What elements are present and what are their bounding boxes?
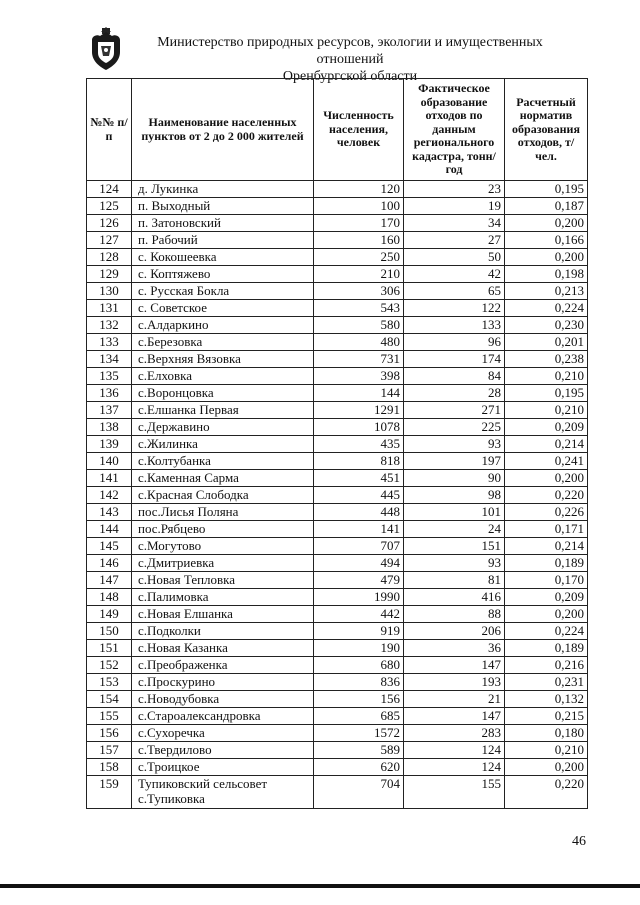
settlement-name-cell: д. Лукинка [132,181,314,198]
actual-waste-cell: 36 [404,640,505,657]
population-cell: 707 [314,538,404,555]
waste-norm-cell: 0,171 [505,521,588,538]
settlement-name-cell: с.Староалександровка [132,708,314,725]
table-row [87,419,588,436]
actual-waste-cell: 98 [404,487,505,504]
table-row [87,453,588,470]
actual-waste-cell: 81 [404,572,505,589]
settlement-name-cell: с.Троицкое [132,759,314,776]
population-cell: 160 [314,232,404,249]
settlement-name-cell: Тупиковский сельсовет с.Тупиковка [132,776,314,809]
settlement-name-cell: п. Затоновский [132,215,314,232]
table-row [87,657,588,674]
settlement-name-cell: с.Дмитриевка [132,555,314,572]
actual-waste-cell: 283 [404,725,505,742]
waste-norm-cell: 0,200 [505,215,588,232]
bottom-divider [0,884,640,888]
actual-waste-cell: 206 [404,623,505,640]
settlement-name-cell: с.Елшанка Первая [132,402,314,419]
actual-waste-cell: 50 [404,249,505,266]
waste-norm-cell: 0,214 [505,436,588,453]
col-header-number: №№ п/п [87,79,132,181]
table-row [87,725,588,742]
waste-norm-cell: 0,170 [505,572,588,589]
waste-norm-cell: 0,210 [505,368,588,385]
population-cell: 170 [314,215,404,232]
waste-norm-cell: 0,200 [505,759,588,776]
table-row [87,691,588,708]
row-number-cell: 146 [87,555,132,572]
waste-norm-cell: 0,215 [505,708,588,725]
population-cell: 398 [314,368,404,385]
col-header-name: Наименование населенных пунктов от 2 до 2 000 жителей [132,79,314,181]
coat-of-arms-icon [88,26,124,72]
waste-norm-cell: 0,200 [505,249,588,266]
settlement-name-cell: с.Красная Слободка [132,487,314,504]
settlement-name-cell: с.Палимовка [132,589,314,606]
settlement-name-cell: с.Березовка [132,334,314,351]
population-cell: 156 [314,691,404,708]
waste-norm-cell: 0,195 [505,385,588,402]
waste-norm-cell: 0,231 [505,674,588,691]
settlement-name-cell: с.Колтубанка [132,453,314,470]
row-number-cell: 157 [87,742,132,759]
table-row [87,589,588,606]
table-row [87,215,588,232]
table-row [87,436,588,453]
row-number-cell: 151 [87,640,132,657]
waste-norm-cell: 0,200 [505,606,588,623]
row-number-cell: 150 [87,623,132,640]
table-row [87,674,588,691]
population-cell: 685 [314,708,404,725]
population-cell: 100 [314,198,404,215]
population-cell: 836 [314,674,404,691]
settlement-name-cell: с.Новая Тепловка [132,572,314,589]
actual-waste-cell: 90 [404,470,505,487]
row-number-cell: 158 [87,759,132,776]
population-cell: 306 [314,283,404,300]
settlement-name-cell: с.Сухоречка [132,725,314,742]
settlement-name-cell: пос.Лисья Поляна [132,504,314,521]
population-cell: 250 [314,249,404,266]
ministry-name: Министерство природных ресурсов, экологии и имущественных отношений [157,35,543,67]
row-number-cell: 138 [87,419,132,436]
waste-norms-table [86,78,588,809]
table-row [87,351,588,368]
waste-norm-cell: 0,198 [505,266,588,283]
table-row [87,504,588,521]
actual-waste-cell: 225 [404,419,505,436]
table-row [87,470,588,487]
row-number-cell: 130 [87,283,132,300]
row-number-cell: 144 [87,521,132,538]
actual-waste-cell: 21 [404,691,505,708]
population-cell: 543 [314,300,404,317]
actual-waste-cell: 93 [404,555,505,572]
actual-waste-cell: 416 [404,589,505,606]
table-row [87,385,588,402]
table-row [87,572,588,589]
population-cell: 818 [314,453,404,470]
table-row [87,776,588,809]
col-header-norm: Расчетный норматив образования отходов, т/чел. [505,79,588,181]
settlement-name-cell: с. Русская Бокла [132,283,314,300]
actual-waste-cell: 23 [404,181,505,198]
col-header-actual-waste: Фактическое образование отходов по данным регионального кадастра, тонн/год [404,79,505,181]
actual-waste-cell: 151 [404,538,505,555]
row-number-cell: 159 [87,776,132,809]
settlement-name-cell: с.Воронцовка [132,385,314,402]
table-row [87,555,588,572]
waste-norm-cell: 0,209 [505,589,588,606]
population-cell: 704 [314,776,404,809]
settlement-name-cell: с. Советское [132,300,314,317]
row-number-cell: 129 [87,266,132,283]
population-cell: 919 [314,623,404,640]
actual-waste-cell: 96 [404,334,505,351]
table-row [87,317,588,334]
waste-norm-cell: 0,220 [505,487,588,504]
actual-waste-cell: 28 [404,385,505,402]
waste-norm-cell: 0,238 [505,351,588,368]
settlement-name-cell: с.Могутово [132,538,314,555]
row-number-cell: 148 [87,589,132,606]
col-header-population: Численность населения, человек [314,79,404,181]
row-number-cell: 139 [87,436,132,453]
actual-waste-cell: 101 [404,504,505,521]
row-number-cell: 124 [87,181,132,198]
population-cell: 731 [314,351,404,368]
actual-waste-cell: 34 [404,215,505,232]
actual-waste-cell: 84 [404,368,505,385]
table-body [87,181,588,809]
waste-norm-cell: 0,132 [505,691,588,708]
actual-waste-cell: 155 [404,776,505,809]
table-row [87,538,588,555]
table-row [87,742,588,759]
table-row [87,402,588,419]
settlement-name-cell: п. Рабочий [132,232,314,249]
settlement-name-cell: с.Елховка [132,368,314,385]
row-number-cell: 128 [87,249,132,266]
waste-norm-cell: 0,189 [505,555,588,572]
population-cell: 141 [314,521,404,538]
waste-norm-cell: 0,220 [505,776,588,809]
row-number-cell: 127 [87,232,132,249]
row-number-cell: 142 [87,487,132,504]
actual-waste-cell: 19 [404,198,505,215]
settlement-name-cell: п. Выходный [132,198,314,215]
table-row [87,606,588,623]
population-cell: 494 [314,555,404,572]
row-number-cell: 153 [87,674,132,691]
settlement-name-cell: с. Кокошеевка [132,249,314,266]
row-number-cell: 137 [87,402,132,419]
population-cell: 190 [314,640,404,657]
table-row [87,283,588,300]
waste-norm-cell: 0,210 [505,742,588,759]
waste-norm-cell: 0,189 [505,640,588,657]
population-cell: 589 [314,742,404,759]
row-number-cell: 132 [87,317,132,334]
row-number-cell: 143 [87,504,132,521]
actual-waste-cell: 147 [404,657,505,674]
page-number: 46 [572,834,586,849]
table-row [87,334,588,351]
row-number-cell: 145 [87,538,132,555]
settlement-name-cell: с.Верхняя Вязовка [132,351,314,368]
waste-norm-cell: 0,201 [505,334,588,351]
table-row [87,249,588,266]
population-cell: 580 [314,317,404,334]
actual-waste-cell: 65 [404,283,505,300]
region-name: Оренбургской области [282,69,418,84]
row-number-cell: 140 [87,453,132,470]
row-number-cell: 156 [87,725,132,742]
actual-waste-cell: 93 [404,436,505,453]
table-row [87,521,588,538]
table-row [87,759,588,776]
actual-waste-cell: 24 [404,521,505,538]
row-number-cell: 147 [87,572,132,589]
waste-norm-cell: 0,224 [505,300,588,317]
population-cell: 210 [314,266,404,283]
population-cell: 680 [314,657,404,674]
actual-waste-cell: 42 [404,266,505,283]
table-row [87,198,588,215]
population-cell: 435 [314,436,404,453]
row-number-cell: 152 [87,657,132,674]
row-number-cell: 149 [87,606,132,623]
population-cell: 120 [314,181,404,198]
settlement-name-cell: с.Жилинка [132,436,314,453]
population-cell: 445 [314,487,404,504]
settlement-name-cell: с.Державино [132,419,314,436]
settlement-name-cell: с.Алдаркино [132,317,314,334]
settlement-name-cell: с.Проскурино [132,674,314,691]
table-row [87,708,588,725]
actual-waste-cell: 197 [404,453,505,470]
actual-waste-cell: 88 [404,606,505,623]
waste-norm-cell: 0,241 [505,453,588,470]
row-number-cell: 136 [87,385,132,402]
table-row [87,623,588,640]
population-cell: 1572 [314,725,404,742]
table-row [87,640,588,657]
row-number-cell: 141 [87,470,132,487]
waste-norm-cell: 0,195 [505,181,588,198]
table-row [87,300,588,317]
population-cell: 1078 [314,419,404,436]
table-row [87,368,588,385]
settlement-name-cell: с.Новодубовка [132,691,314,708]
population-cell: 479 [314,572,404,589]
actual-waste-cell: 133 [404,317,505,334]
row-number-cell: 133 [87,334,132,351]
row-number-cell: 125 [87,198,132,215]
waste-norm-cell: 0,180 [505,725,588,742]
population-cell: 448 [314,504,404,521]
waste-norm-cell: 0,187 [505,198,588,215]
settlement-name-cell: пос.Рябцево [132,521,314,538]
settlement-name-cell: с.Подколки [132,623,314,640]
settlement-name-cell: с. Коптяжево [132,266,314,283]
actual-waste-cell: 271 [404,402,505,419]
actual-waste-cell: 193 [404,674,505,691]
population-cell: 620 [314,759,404,776]
row-number-cell: 155 [87,708,132,725]
population-cell: 442 [314,606,404,623]
waste-norm-cell: 0,166 [505,232,588,249]
actual-waste-cell: 147 [404,708,505,725]
waste-norm-cell: 0,224 [505,623,588,640]
table-row [87,181,588,198]
waste-norm-cell: 0,216 [505,657,588,674]
population-cell: 1291 [314,402,404,419]
table-row [87,487,588,504]
actual-waste-cell: 122 [404,300,505,317]
row-number-cell: 134 [87,351,132,368]
settlement-name-cell: с.Новая Казанка [132,640,314,657]
waste-norm-cell: 0,226 [505,504,588,521]
population-cell: 1990 [314,589,404,606]
settlement-name-cell: с.Преображенка [132,657,314,674]
population-cell: 144 [314,385,404,402]
row-number-cell: 135 [87,368,132,385]
actual-waste-cell: 174 [404,351,505,368]
settlement-name-cell: с.Новая Елшанка [132,606,314,623]
population-cell: 451 [314,470,404,487]
actual-waste-cell: 124 [404,742,505,759]
waste-norm-cell: 0,209 [505,419,588,436]
settlement-name-cell: с.Каменная Сарма [132,470,314,487]
waste-norm-cell: 0,213 [505,283,588,300]
row-number-cell: 126 [87,215,132,232]
waste-norm-cell: 0,200 [505,470,588,487]
actual-waste-cell: 27 [404,232,505,249]
table-header-row [87,79,588,181]
row-number-cell: 154 [87,691,132,708]
actual-waste-cell: 124 [404,759,505,776]
waste-norm-cell: 0,210 [505,402,588,419]
waste-norm-cell: 0,214 [505,538,588,555]
waste-norm-cell: 0,230 [505,317,588,334]
settlement-name-cell: с.Твердилово [132,742,314,759]
row-number-cell: 131 [87,300,132,317]
population-cell: 480 [314,334,404,351]
table-row [87,266,588,283]
table-row [87,232,588,249]
